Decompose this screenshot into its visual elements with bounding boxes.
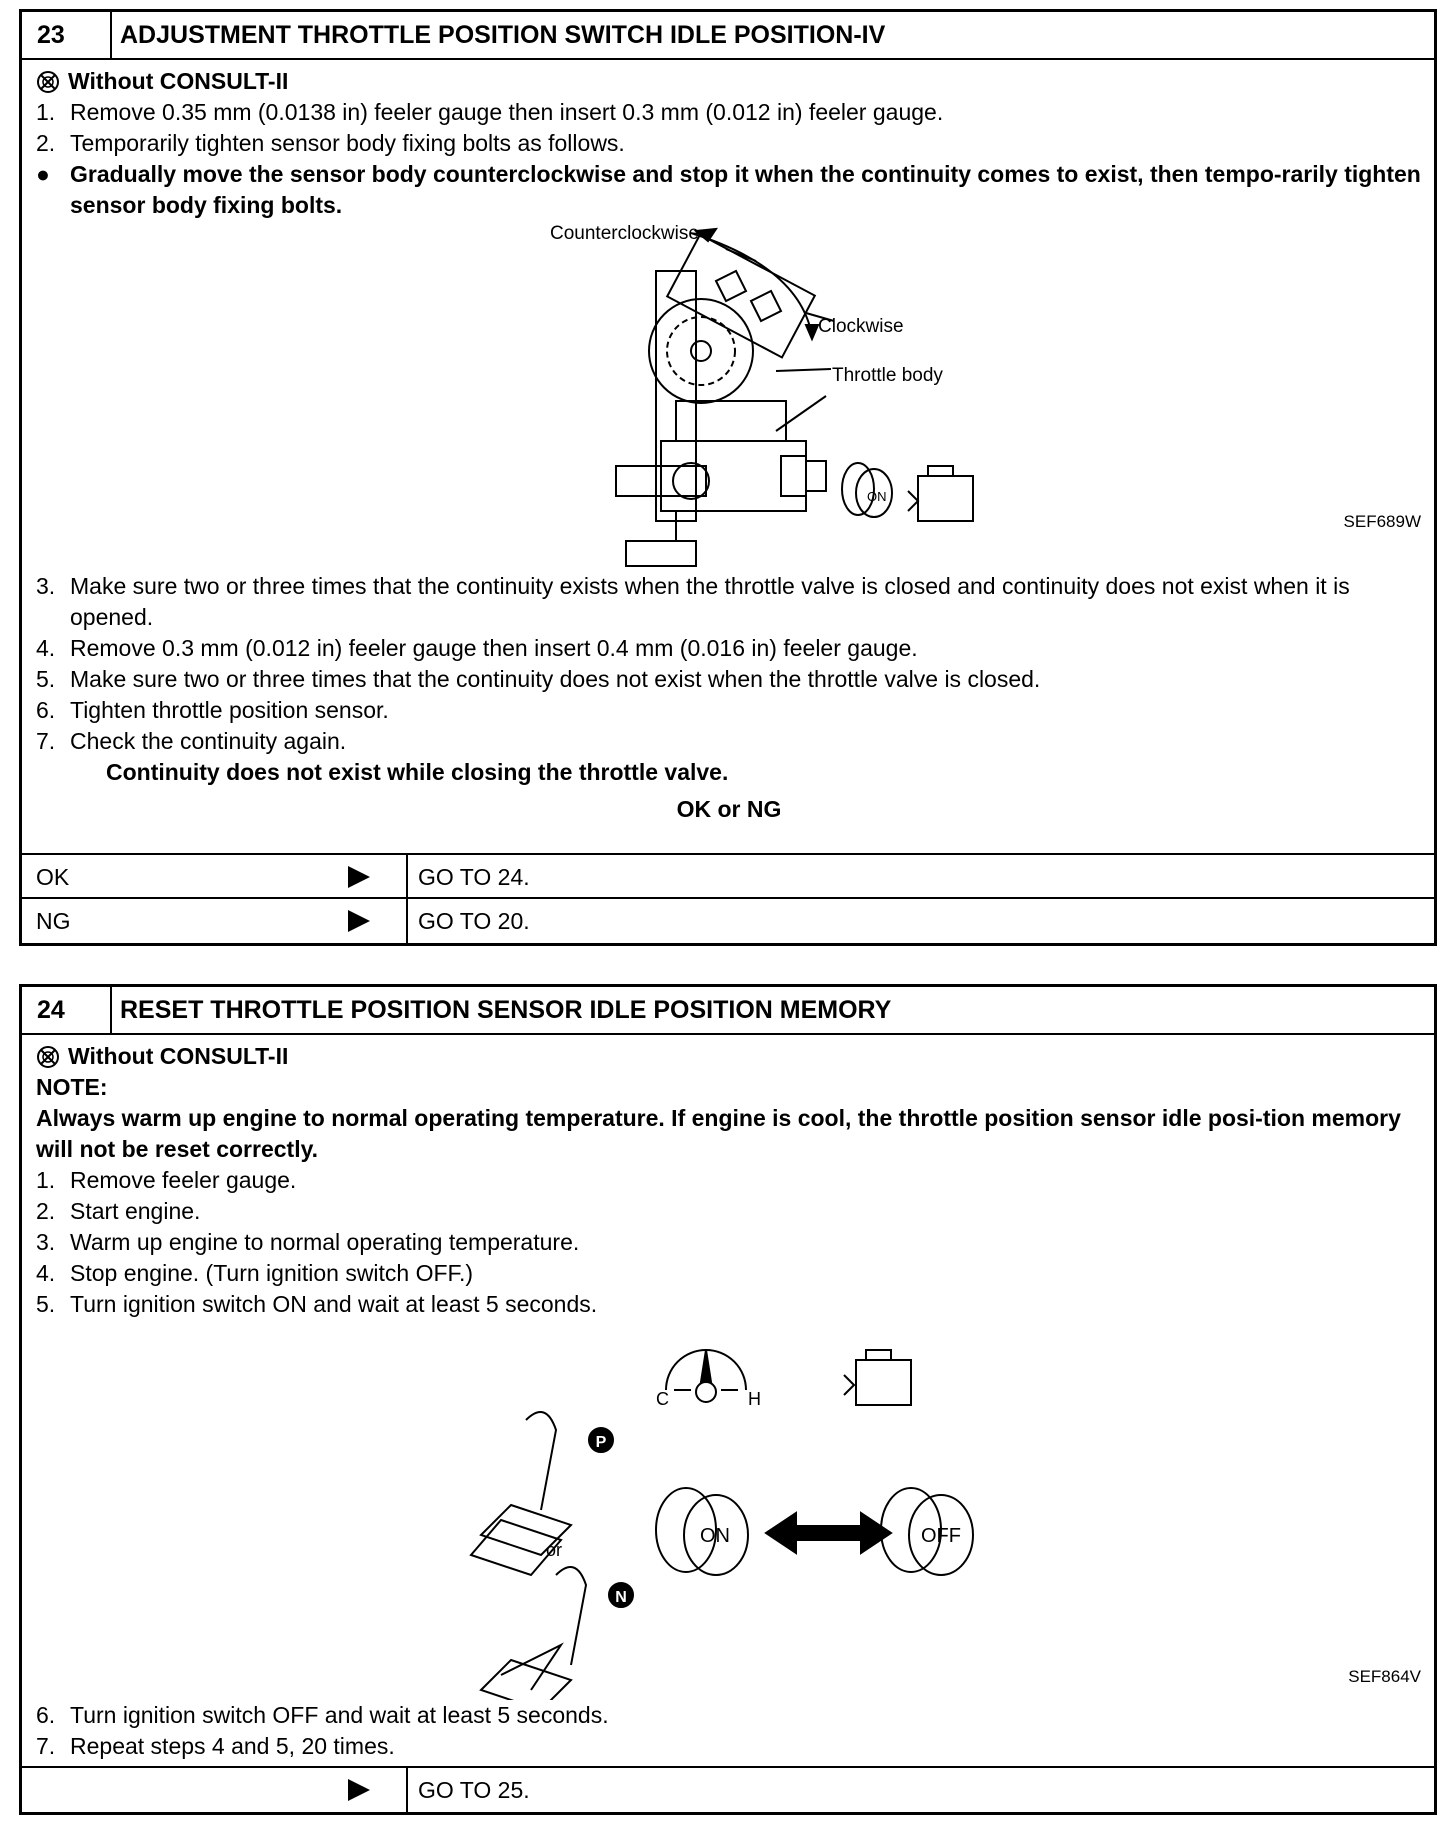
section-content (22, 1035, 1434, 1762)
gear-p-label: P (595, 1434, 607, 1451)
section-header (22, 987, 1434, 1035)
list-item (36, 726, 1422, 757)
step-list (36, 1700, 1422, 1762)
key-on-label: ON (867, 489, 887, 504)
label-clockwise: Clockwise (818, 316, 904, 337)
figure-code: SEF689W (1343, 512, 1421, 531)
section-title: ADJUSTMENT THROTTLE POSITION SWITCH IDLE POSITION-IV (120, 20, 886, 49)
section-number: 23 (22, 12, 112, 58)
step-text: Turn ignition switch OFF and wait at least 5 seconds. (70, 1702, 609, 1728)
goto-link[interactable]: GO TO 20. (406, 899, 1434, 943)
label-throttle-body: Throttle body (832, 365, 943, 386)
list-item (36, 664, 1422, 695)
procedure-box-24 (19, 984, 1437, 1815)
step-text: Start engine. (70, 1198, 201, 1224)
specification-text: Continuity does not exist while closing the throttle valve. (106, 759, 729, 785)
result-row-ng (22, 897, 1434, 943)
step-text: Make sure two or three times that the continuity exists when the throttle valve is closed and continuity does not exist when it is opened. (70, 573, 1350, 630)
result-row-next (22, 1766, 1434, 1812)
procedure-box-23 (19, 9, 1437, 946)
key-on-label: ON (700, 1525, 730, 1547)
no-consult-icon (36, 70, 60, 94)
list-item (36, 571, 1422, 633)
list-item (36, 1731, 1422, 1762)
list-item (36, 1700, 1422, 1731)
or-label: or (546, 1540, 563, 1560)
figure-throttle-sensor (36, 221, 1422, 571)
step-text: Tighten throttle position sensor. (70, 697, 389, 723)
list-item (36, 1289, 1422, 1320)
bullet-text: Gradually move the sensor body counterclockwise and stop it when the continuity comes to exist, then tempo-rarily tighten sensor body fixing bolts. (70, 161, 1421, 218)
step-number: 7. (36, 1733, 56, 1759)
step-number: 1. (36, 99, 56, 125)
mode-label (36, 66, 1422, 97)
step-number: 2. (36, 1198, 56, 1224)
arrow-right-icon (312, 866, 406, 888)
result-title: OK or NG (676, 796, 782, 822)
section-number: 24 (22, 987, 112, 1033)
list-item (36, 1165, 1422, 1196)
no-consult-icon (36, 1045, 60, 1069)
mode-label-text: Without CONSULT-II (68, 68, 289, 94)
step-number: 4. (36, 1260, 56, 1286)
step-number: 2. (36, 130, 56, 156)
goto-link[interactable]: GO TO 25. (406, 1768, 1434, 1812)
mode-label-text: Without CONSULT-II (68, 1043, 289, 1069)
list-item (36, 1258, 1422, 1289)
label-counterclockwise: Counterclockwise (550, 223, 699, 244)
step-text: Remove 0.3 mm (0.012 in) feeler gauge then insert 0.4 mm (0.016 in) feeler gauge. (70, 635, 918, 661)
step-text: Remove 0.35 mm (0.0138 in) feeler gauge then insert 0.3 mm (0.012 in) feeler gauge. (70, 99, 944, 125)
step-list (36, 571, 1422, 757)
list-item (36, 695, 1422, 726)
step-number: 4. (36, 635, 56, 661)
step-number: 7. (36, 728, 56, 754)
step-list (36, 1165, 1422, 1320)
step-text: Repeat steps 4 and 5, 20 times. (70, 1733, 395, 1759)
result-condition: NG (36, 907, 71, 934)
figure-code: SEF864V (1348, 1667, 1421, 1686)
step-number: 1. (36, 1167, 56, 1193)
step-number: 5. (36, 1291, 56, 1317)
step-text: Turn ignition switch ON and wait at least 5 seconds. (70, 1291, 598, 1317)
step-number: 6. (36, 1702, 56, 1728)
goto-link[interactable]: GO TO 24. (406, 855, 1434, 899)
step-text: Temporarily tighten sensor body fixing bolts as follows. (70, 130, 625, 156)
step-text: Check the continuity again. (70, 728, 347, 754)
list-item (36, 97, 1422, 128)
key-off-label: OFF (921, 1525, 961, 1547)
mode-label (36, 1041, 1422, 1072)
step-text: Stop engine. (Turn ignition switch OFF.) (70, 1260, 474, 1286)
list-item (36, 633, 1422, 664)
note-text: Always warm up engine to normal operating temperature. If engine is cool, the throttle position sensor idle posi-tion memory will not be reset correctly. (36, 1105, 1401, 1162)
ignition-reset-illustration (36, 1320, 1426, 1700)
list-item (36, 1196, 1422, 1227)
step-text: Remove feeler gauge. (70, 1167, 297, 1193)
arrow-right-icon (312, 1779, 406, 1801)
bullet-dot-icon: ● (36, 161, 50, 187)
step-number: 5. (36, 666, 56, 692)
section-header (22, 12, 1434, 60)
step-number: 3. (36, 573, 56, 599)
step-list (36, 97, 1422, 159)
gear-n-label: N (615, 1589, 627, 1606)
step-number: 6. (36, 697, 56, 723)
section-title: RESET THROTTLE POSITION SENSOR IDLE POSITION MEMORY (120, 995, 892, 1024)
arrow-right-icon (312, 910, 406, 932)
note-label: NOTE: (36, 1074, 108, 1100)
figure-ignition-reset (36, 1320, 1422, 1700)
list-item (36, 1227, 1422, 1258)
list-item (36, 128, 1422, 159)
result-row-ok (22, 853, 1434, 899)
step-text: Warm up engine to normal operating temperature. (70, 1229, 580, 1255)
bullet-item (36, 159, 1422, 221)
section-content (22, 60, 1434, 825)
throttle-sensor-illustration (36, 221, 1426, 571)
gauge-cold-label: C (656, 1389, 669, 1409)
step-number: 3. (36, 1229, 56, 1255)
step-text: Make sure two or three times that the continuity does not exist when the throttle valve is closed. (70, 666, 1041, 692)
result-condition: OK (36, 863, 70, 890)
gauge-hot-label: H (748, 1389, 761, 1409)
